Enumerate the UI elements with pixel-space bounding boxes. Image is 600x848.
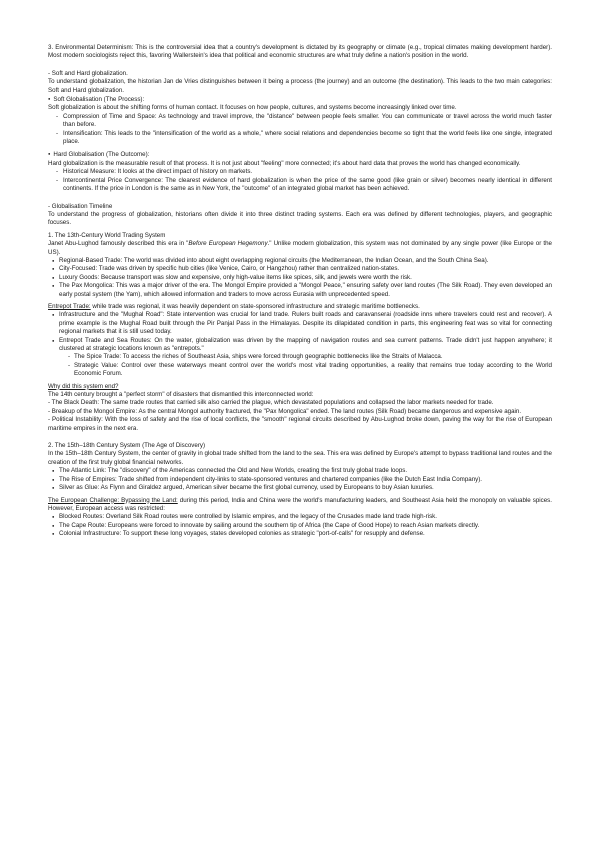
entrepot-sublist xyxy=(48,353,552,378)
list-item: - Intercontinental Price Convergence: The clearest evidence of hard globalization is when the price of the same good (like grain or silver) becomes nearly identical in different continents. If the price in London is the same as in New York, the "outcome" of an integrated global market has been achieved. xyxy=(48,177,552,194)
hard-globalisation-heading: ● Hard Globalisation (The Outcome): xyxy=(48,150,552,159)
list-item xyxy=(48,337,552,379)
hard-globalisation-text: Hard globalization is the measurable result of that process. It is not just about "feeling" more connected; it's about hard data that proves the world has changed economically. xyxy=(48,159,521,167)
list-item: - Intensification: This leads to the "intensification of the world as a whole," where social relations and dependencies become so tight that the world feels like one single, integrated place. xyxy=(48,130,552,147)
timeline-heading: - Globalisation Timeline xyxy=(48,202,113,210)
european-challenge-paragraph xyxy=(48,497,552,514)
list-item: - Historical Measure: It looks at the direct impact of history on markets. xyxy=(48,168,552,176)
why-item: - Political Instability: With the loss of safety and the rise of local conflicts, the "smooth" regional circuits described by Abu-Lughod broke down, paving the way for the rise of European maritime empires in the next era. xyxy=(48,416,552,432)
list-item: - The Spice Trade: To access the riches of Southeast Asia, ships were forced through geographic bottlenecks like the Straits of Malacca. xyxy=(48,353,552,361)
list-item: ● Colonial Infrastructure: To support these long voyages, states developed colonies as strategic "port-of-calls" for resupply and defense. xyxy=(48,530,552,538)
soft-globalisation-list xyxy=(48,113,552,147)
why-item: - Breakup of the Mongol Empire: As the central Mongol authority fractured, the "Pax Mongolica" ended. The land routes (Silk Road) became dangerous and expensive again. xyxy=(48,407,522,415)
soft-hard-intro: To understand globalization, the historian Jan de Vries distinguishes between it being a process (the journey) and an outcome (the destination). This leads to the two main categories: Soft and Hard globalization. xyxy=(48,78,552,94)
hard-globalisation-list xyxy=(48,168,552,193)
section-2-intro: In the 15th–18th Century System, the center of gravity in global trade shifted from the land to the sea. This era was defined by Europe's attempt to bypass traditional land routes and the creation of the first truly global financial networks. xyxy=(48,450,552,466)
list-item: ● City-Focused: Trade was driven by specific hub cities (like Venice, Cairo, or Hangzhou) rather than centralized nation-states. xyxy=(48,265,552,273)
list-item: ● Regional-Based Trade: The world was divided into about eight overlapping regional circuits (the Mediterranean, the Indian Ocean, and the South China Sea). xyxy=(48,257,552,265)
list-item: ● Silver as Glue: As Flynn and Giraldez argued, American silver became the first global currency, used by Europeans to buy Asian luxuries. xyxy=(48,484,552,492)
section-1-intro xyxy=(48,240,552,257)
list-item-text: Entrepot Trade and Sea Routes: On the water, globalization was driven by the mapping of navigation routes and sea current patterns. Trade didn't just happen anywhere; it clustered at strategic locations known as "entrepots." xyxy=(59,336,552,352)
list-item: ● Blocked Routes: Overland Silk Road routes were controlled by Islamic empires, and the legacy of the Crusades made land trade high-risk. xyxy=(48,513,552,521)
soft-globalisation-text: Soft globalization is about the shifting forms of human contact. It focuses on how people, cultures, and systems become increasingly linked over time. xyxy=(48,104,457,112)
why-intro: The 14th century brought a "perfect storm" of disasters that dismantled this interconnected world: xyxy=(48,391,314,399)
list-item: ● Infrastructure and the "Mughal Road": State intervention was crucial for land trade. Rulers built roads and caravanserai (roadside inns where travelers could rest and recover). A prime example is the Mughal Road built through the Pir Panjal Pass in the Himalayas. Despite its dilapidated condition in parts, this engineering feat was so vital for connecting regional markets that it is still used today. xyxy=(48,311,552,336)
list-item: ● The Cape Route: Europeans were forced to innovate by sailing around the southern tip of Africa (the Cape of Good Hope) to reach Asian markets directly. xyxy=(48,522,552,530)
entrepot-paragraph xyxy=(48,303,552,311)
section-1-intro-b: ." Unlike modern globalization, this system was not dominated by any single power (like Europe or the US). xyxy=(48,240,552,256)
list-item: - Strategic Value: Control over these waterways meant control over the world's most vital trading opportunities, a reality that remains true today according to the World Economic Forum. xyxy=(48,362,552,379)
list-item: ● The Rise of Empires: Trade shifted from independent city-links to state-sponsored ventures and chartered companies (like the Dutch East India Company). xyxy=(48,476,552,484)
list-item: ● Luxury Goods: Because transport was slow and expensive, only high-value items like spices, silk, and jewels were worth the risk. xyxy=(48,274,552,282)
list-item: - Compression of Time and Space: As technology and travel improve, the "distance" between people feels smaller. You can communicate or travel across the world much faster than before. xyxy=(48,113,552,130)
section-1-list xyxy=(48,257,552,299)
why-heading: Why did this system end? xyxy=(48,382,119,390)
list-item: ● The Pax Mongolica: This was a major driver of the era. The Mongol Empire provided a "Mongol Peace," ensuring safety over land routes (The Silk Road). They even developed an early postal system (the Yam), which allowed information and traders to move across Eurasia with unprecedented speed. xyxy=(48,282,552,299)
section-2-list xyxy=(48,467,552,492)
timeline-intro: To understand the progress of globalization, historians often divide it into three distinct trading systems. Each era was defined by different technologies, players, and geographic focuses. xyxy=(48,210,552,227)
soft-globalisation-heading: ● Soft Globalisation (The Process): xyxy=(48,95,552,104)
entrepot-text: while trade was regional, it was heavily dependent on state-sponsored infrastructure and strategic maritime bottlenecks. xyxy=(90,302,420,310)
book-title: Before European Hegemony xyxy=(188,240,268,248)
entrepot-label: Entrepot Trade: xyxy=(48,302,91,310)
european-challenge-text: during this period, India and China were the world's manufacturing leaders, and Southeast Asia held the monopoly on valuable spices. However, European access was restricted: xyxy=(48,496,552,512)
env-determinism-paragraph: 3. Environmental Determinism: This is the controversial idea that a country's development is dictated by its geography or climate (e.g., tropical climates making development harder). Most modern sociologists reject this, favoring Wallerstein's idea that political and economic structures are what truly define a nation's position in the world. xyxy=(48,44,552,60)
section-2-heading: 2. The 15th–18th Century System (The Age of Discovery) xyxy=(48,442,206,450)
section-1-intro-a: Janet Abu-Lughod famously described this era in " xyxy=(48,240,189,248)
european-challenge-list xyxy=(48,513,552,538)
soft-hard-heading: - Soft and Hard globalization. xyxy=(48,69,128,77)
section-1-heading: 1. The 13th-Century World Trading System xyxy=(48,231,166,239)
list-item: ● The Atlantic Link: The "discovery" of the Americas connected the Old and New Worlds, creating the first truly global trade loops. xyxy=(48,467,552,475)
european-challenge-label: The European Challenge: Bypassing the Land: xyxy=(48,496,178,504)
why-item: - The Black Death: The same trade routes that carried silk also carried the plague, which devastated populations and collapsed the labor markets needed for trade. xyxy=(48,399,494,407)
entrepot-list xyxy=(48,311,552,378)
